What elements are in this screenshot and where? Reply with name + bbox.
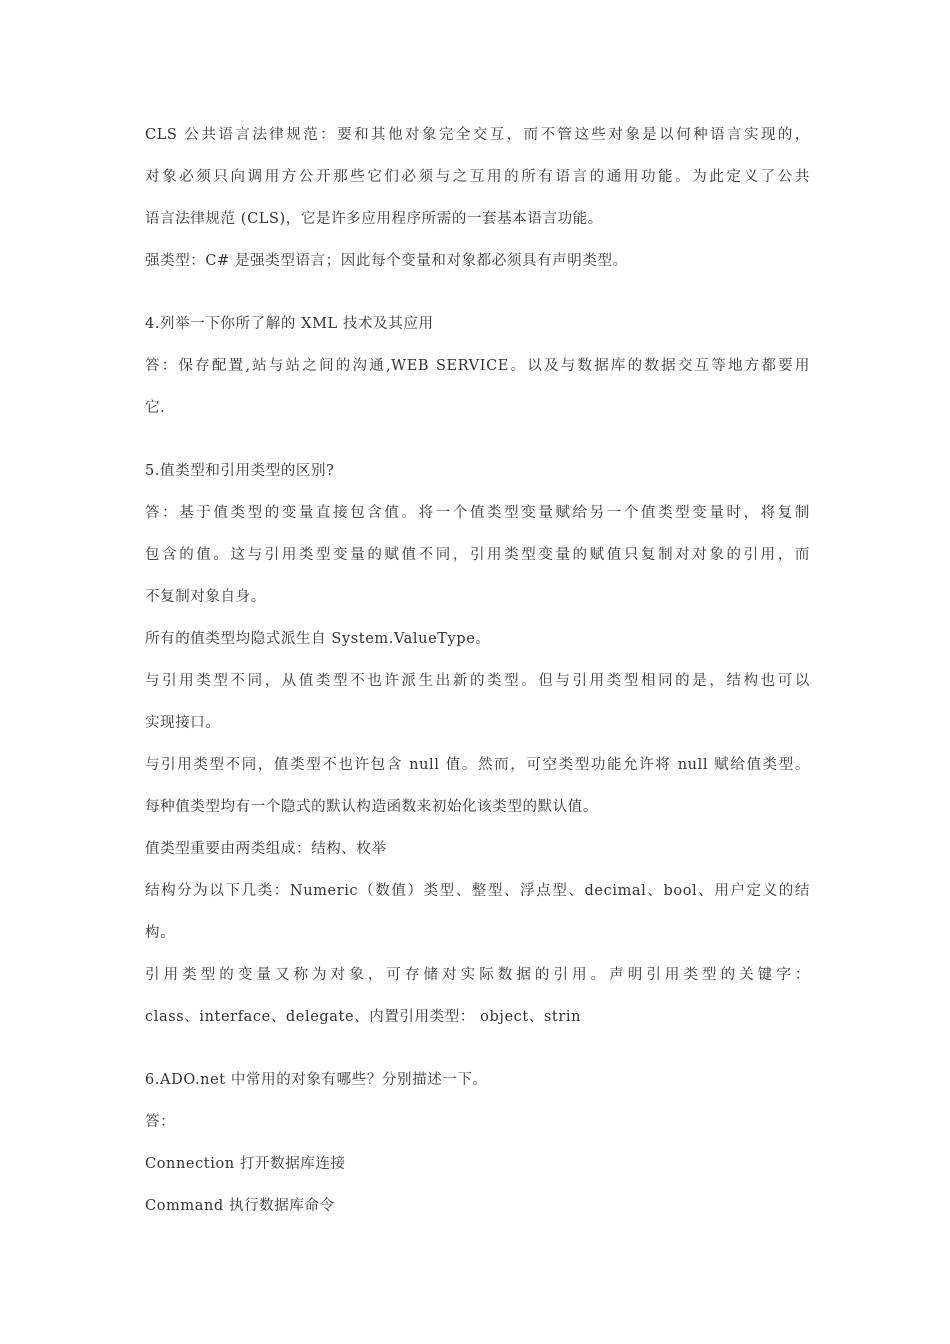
question-5-answer-line-12: 引用类型的变量又称为对象，可存储对实际数据的引用。声明引用类型的关键字： bbox=[145, 967, 810, 983]
section-spacer bbox=[145, 1049, 810, 1070]
question-5-answer-line-4: 所有的值类型均隐式派生自 System.ValueType。 bbox=[145, 631, 491, 647]
question-5-answer-line-2: 包含的值。这与引用类型变量的赋值不同，引用类型变量的赋值只复制对对象的引用，而 bbox=[145, 547, 810, 563]
question-5-title: 5.值类型和引用类型的区别? bbox=[145, 463, 335, 479]
document-page bbox=[145, 125, 810, 1238]
question-5-answer-line-7: 与引用类型不同，值类型不也许包含 null 值。然而，可空类型功能允许将 null 赋给值类型。 bbox=[145, 757, 810, 773]
question-5-answer-line-5: 与引用类型不同，从值类型不也许派生出新的类型。但与引用类型相同的是，结构也可以 bbox=[145, 673, 810, 689]
section-spacer bbox=[145, 293, 810, 314]
question-5-answer-line-8: 每种值类型均有一个隐式的默认构造函数来初始化该类型的默认值。 bbox=[145, 799, 598, 815]
question-6-answer-line-3: Command 执行数据库命令 bbox=[145, 1198, 335, 1214]
question-6-answer-line-1: 答： bbox=[145, 1114, 176, 1130]
question-5-answer-line-11: 构。 bbox=[145, 925, 176, 941]
question-5-answer-line-13: class、interface、delegate、内置引用类型： object、strin bbox=[145, 1009, 582, 1025]
question-4-answer-line-2: 它. bbox=[145, 400, 166, 416]
cls-paragraph-line-3: 语言法律规范 (CLS)，它是许多应用程序所需的一套基本语言功能。 bbox=[145, 211, 603, 227]
question-4-answer-line-1: 答：保存配置,站与站之间的沟通,WEB SERVICE。以及与数据库的数据交互等地方都要用 bbox=[145, 358, 810, 374]
question-5-answer-line-1: 答：基于值类型的变量直接包含值。将一个值类型变量赋给另一个值类型变量时，将复制 bbox=[145, 505, 810, 521]
question-4-title: 4.列举一下你所了解的 XML 技术及其应用 bbox=[145, 316, 434, 332]
cls-paragraph-line-1: CLS 公共语言法律规范：要和其他对象完全交互，而不管这些对象是以何种语言实现的， bbox=[145, 127, 810, 143]
cls-paragraph-line-2: 对象必须只向调用方公开那些它们必须与之互用的所有语言的通用功能。为此定义了公共 bbox=[145, 169, 810, 185]
question-6-title: 6.ADO.net 中常用的对象有哪些？分别描述一下。 bbox=[145, 1072, 488, 1088]
section-spacer bbox=[145, 440, 810, 461]
question-5-answer-line-3: 不复制对象自身。 bbox=[145, 589, 266, 605]
question-5-answer-line-10: 结构分为以下几类：Numeric（数值）类型、整型、浮点型、decimal、bool、用户定义的结 bbox=[145, 883, 810, 899]
question-6-answer-line-2: Connection 打开数据库连接 bbox=[145, 1156, 346, 1172]
strong-type-paragraph: 强类型：C# 是强类型语言；因此每个变量和对象都必须具有声明类型。 bbox=[145, 253, 628, 269]
question-5-answer-line-6: 实现接口。 bbox=[145, 715, 221, 731]
question-5-answer-line-9: 值类型重要由两类组成：结构、枚举 bbox=[145, 841, 387, 857]
